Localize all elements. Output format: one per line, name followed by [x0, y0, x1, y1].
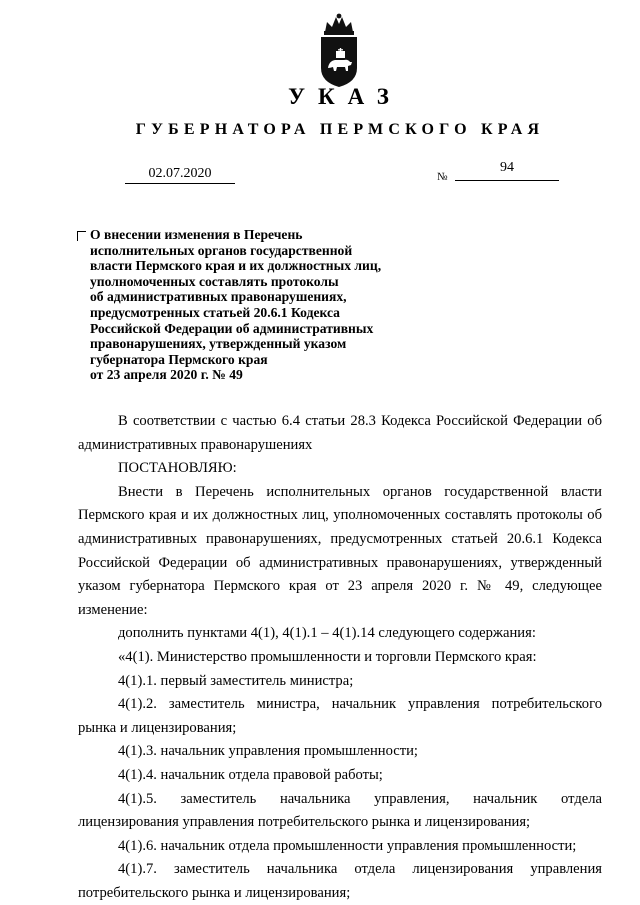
- paragraph: дополнить пунктами 4(1), 4(1).1 – 4(1).14 следующего содержания:: [118, 625, 536, 642]
- title-line: об административных правонарушениях,: [90, 289, 347, 305]
- title-line: предусмотренных статьей 20.6.1 Кодекса: [90, 304, 340, 320]
- title-line: исполнительных органов государственной: [90, 242, 353, 258]
- list-item: 4(1).2. заместитель министра, начальник управления потребительского рынка и лицензирования;: [78, 696, 602, 736]
- list-item: 4(1).7. заместитель начальника отдела лицензирования управления потребительского рынка и лицензирования;: [78, 861, 602, 901]
- list-item: 4(1).5. заместитель начальника управления, начальник отдела лицензирования управления потребительского рынка и лицензирования;: [78, 790, 602, 831]
- document-date: 02.07.2020: [125, 166, 235, 184]
- title-line: уполномоченных составлять протоколы: [90, 273, 339, 289]
- title-line: губернатора Пермского края: [90, 351, 268, 367]
- document-issuer: ГУБЕРНАТОРА ПЕРМСКОГО КРАЯ: [135, 121, 545, 138]
- list-item: 4(1).4. начальник отдела правовой работы;: [118, 766, 383, 783]
- document-body: [78, 410, 602, 905]
- paragraph: В соответствии с частью 6.4 статьи 28.3 Кодекса Российской Федерации об административных правонарушениях: [78, 413, 602, 453]
- paragraph: «4(1). Министерство промышленности и торговли Пермского края:: [118, 648, 537, 665]
- number-label: №: [437, 171, 448, 183]
- perm-krai-coat-of-arms-icon: [317, 12, 361, 88]
- document-type: УКАЗ: [288, 84, 402, 109]
- list-item: 4(1).3. начальник управления промышленности;: [118, 743, 418, 760]
- paragraph: Внести в Перечень исполнительных органов государственной власти Пермского края и их должностных лиц, уполномоченных составлять протоколы об административных правонарушениях, предусмотренных статьей 20.6.1 Кодекса Российской Федерации об административных правонарушениях, утвержденный указом губернатора Пермского края от 23 апреля 2020 г. № 49, следующее изменение:: [78, 483, 602, 618]
- title-line: О внесении изменения в Перечень: [90, 227, 303, 242]
- document-number: 94: [455, 160, 559, 181]
- title-line: правонарушениях, утвержденный указом: [90, 336, 347, 352]
- list-item: 4(1).6. начальник отдела промышленности управления промышленности;: [118, 837, 577, 854]
- document-title: [90, 227, 430, 383]
- paragraph-resolve: ПОСТАНОВЛЯЮ:: [118, 460, 237, 477]
- title-corner-mark: [77, 231, 86, 241]
- title-line: Российской Федерации об административных: [90, 320, 374, 336]
- title-line: от 23 апреля 2020 г. № 49: [90, 367, 243, 383]
- title-line: власти Пермского края и их должностных лиц,: [90, 258, 382, 274]
- list-item: 4(1).1. первый заместитель министра;: [118, 672, 354, 689]
